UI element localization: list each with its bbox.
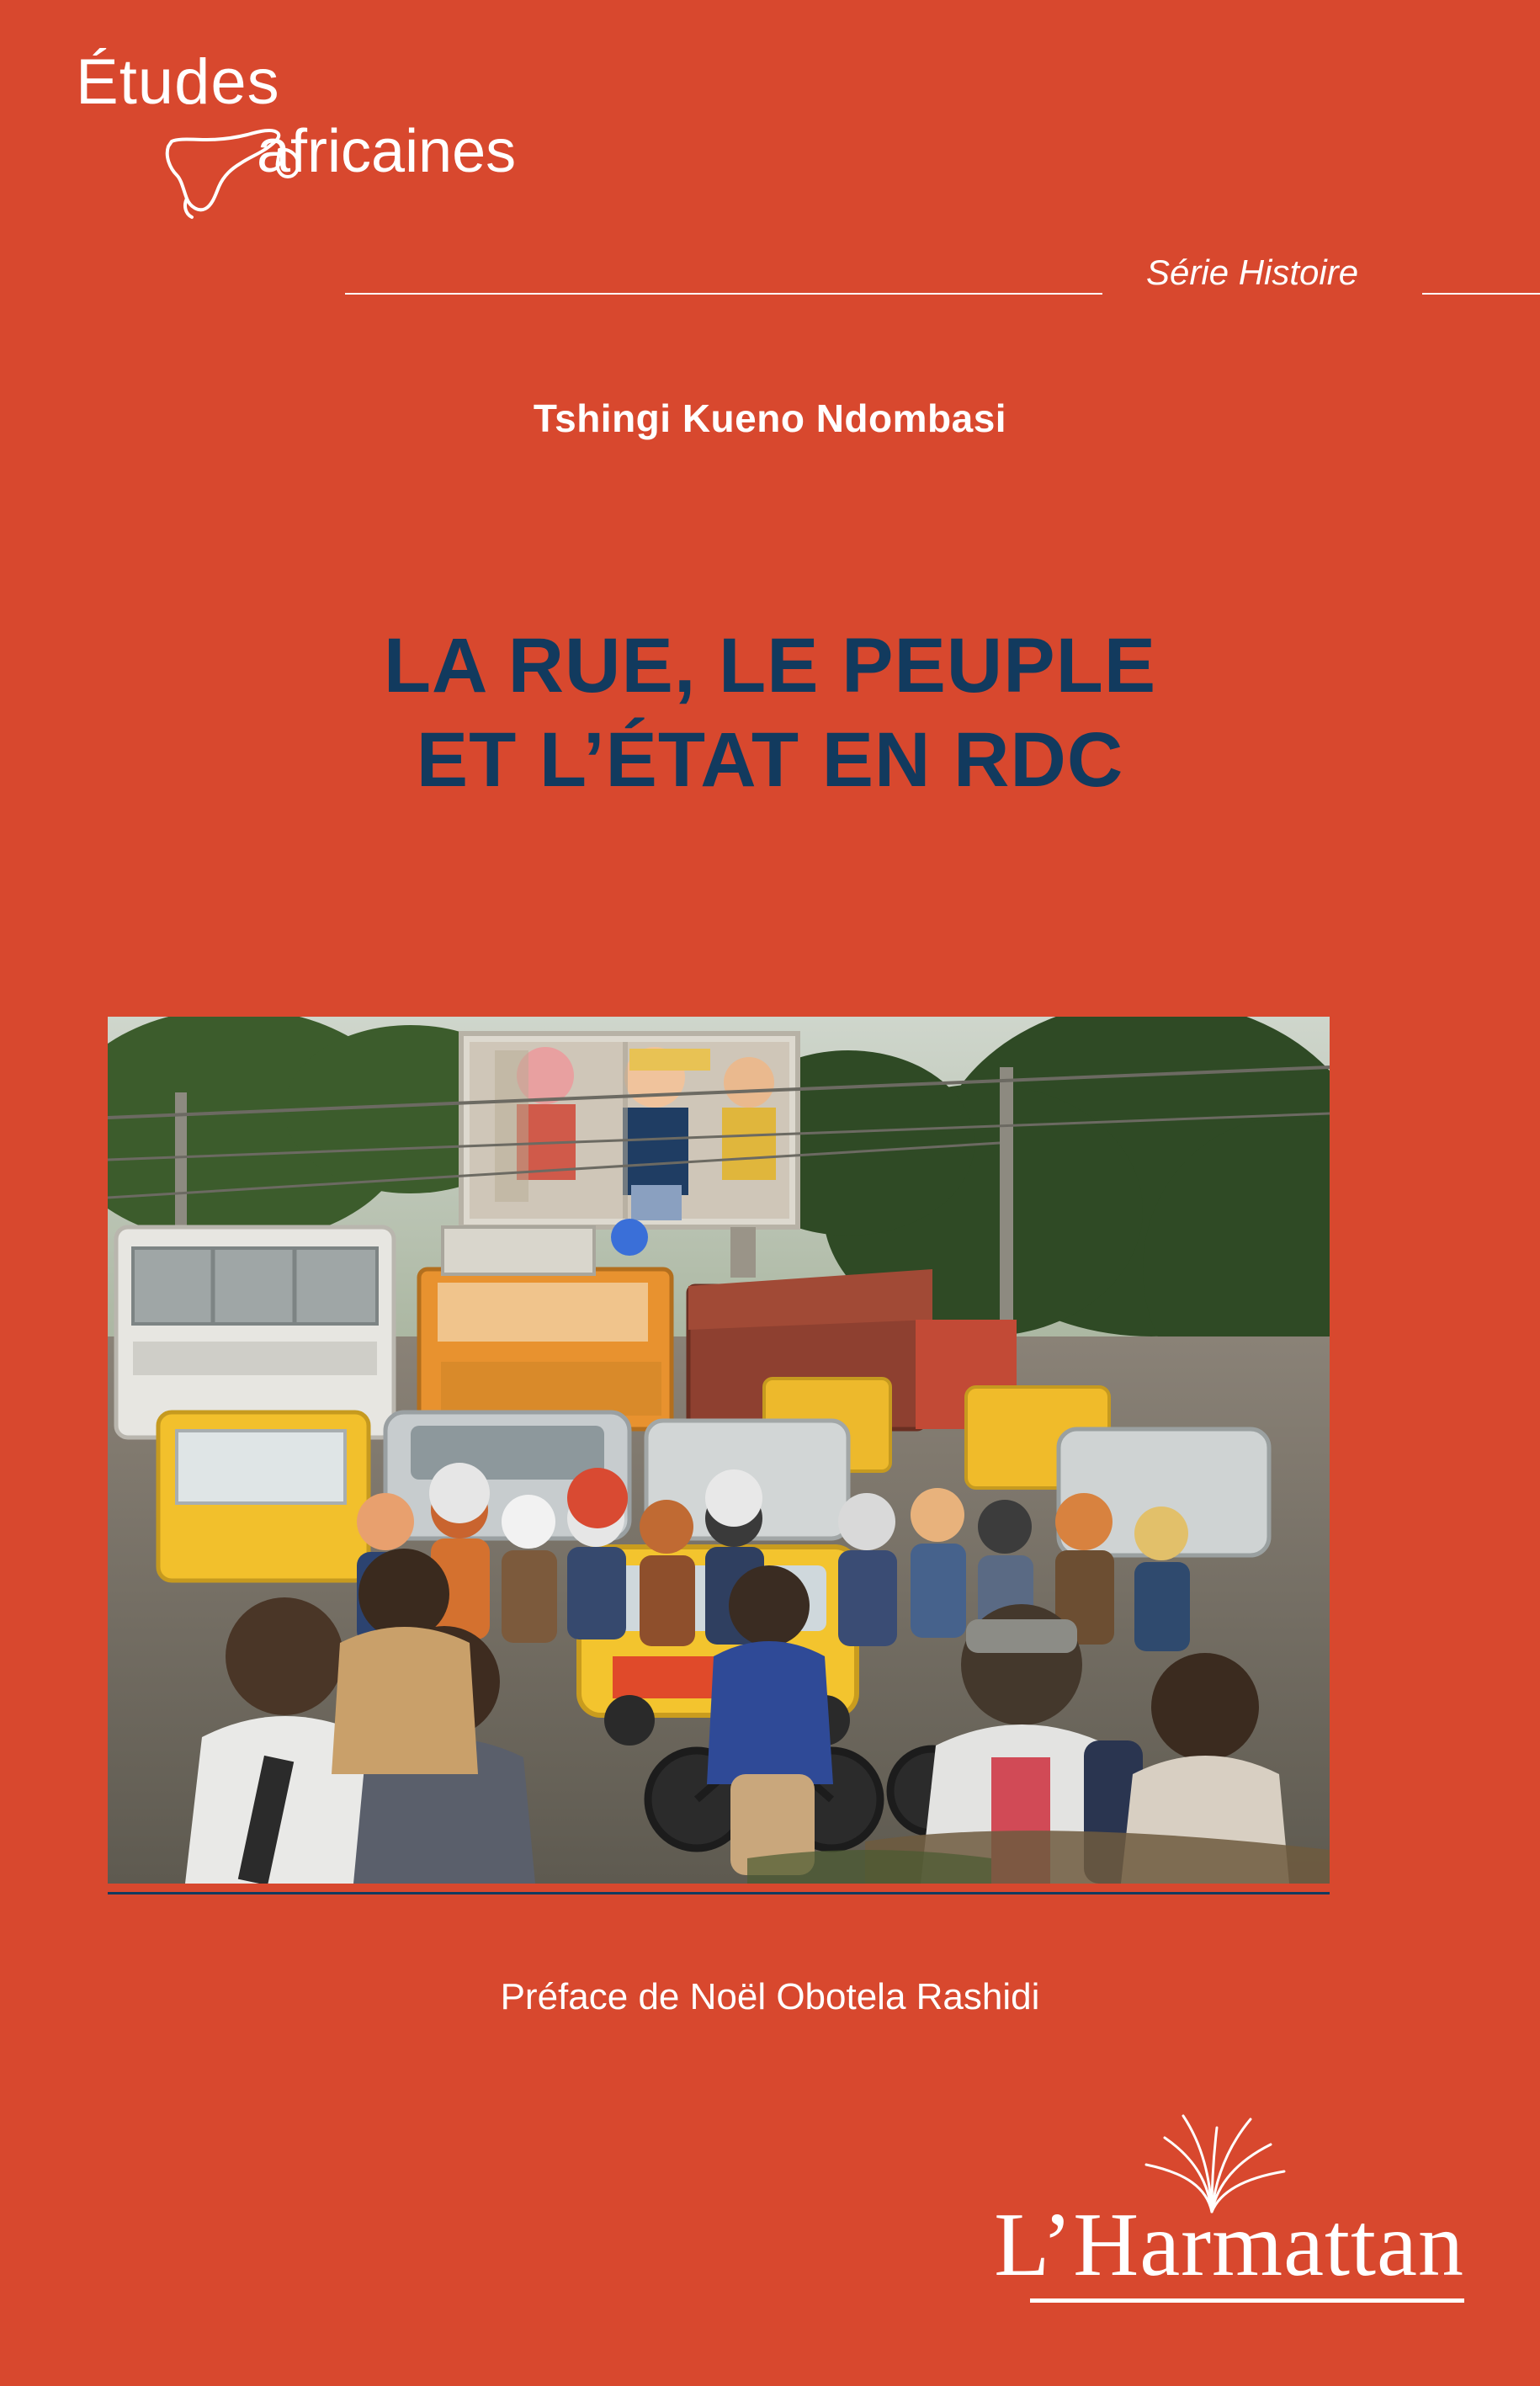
publisher-logo [875, 2129, 1464, 2298]
collection-title-line2: africaines [257, 118, 517, 185]
publisher-name: L’Harmattan [994, 2195, 1464, 2295]
collection-header [76, 46, 1511, 292]
header-rule-right [1422, 293, 1540, 295]
title-line-1: LA RUE, LE PEUPLE [383, 623, 1157, 709]
author-name: Tshingi Kueno Ndombasi [533, 396, 1007, 440]
header-rule-left [345, 293, 1102, 295]
preface-credit: Préface de Noël Obotela Rashidi [500, 1976, 1040, 2017]
africa-map-icon [153, 125, 313, 226]
publisher-underline [1030, 2298, 1464, 2303]
collection-title-line1: Études [76, 46, 280, 118]
page-title [0, 619, 1540, 807]
series-label: Série Histoire [1146, 252, 1359, 292]
photo-underline [108, 1892, 1330, 1894]
title-line-2: ET L’ÉTAT EN RDC [416, 717, 1124, 804]
cover-photograph [108, 1017, 1330, 1884]
